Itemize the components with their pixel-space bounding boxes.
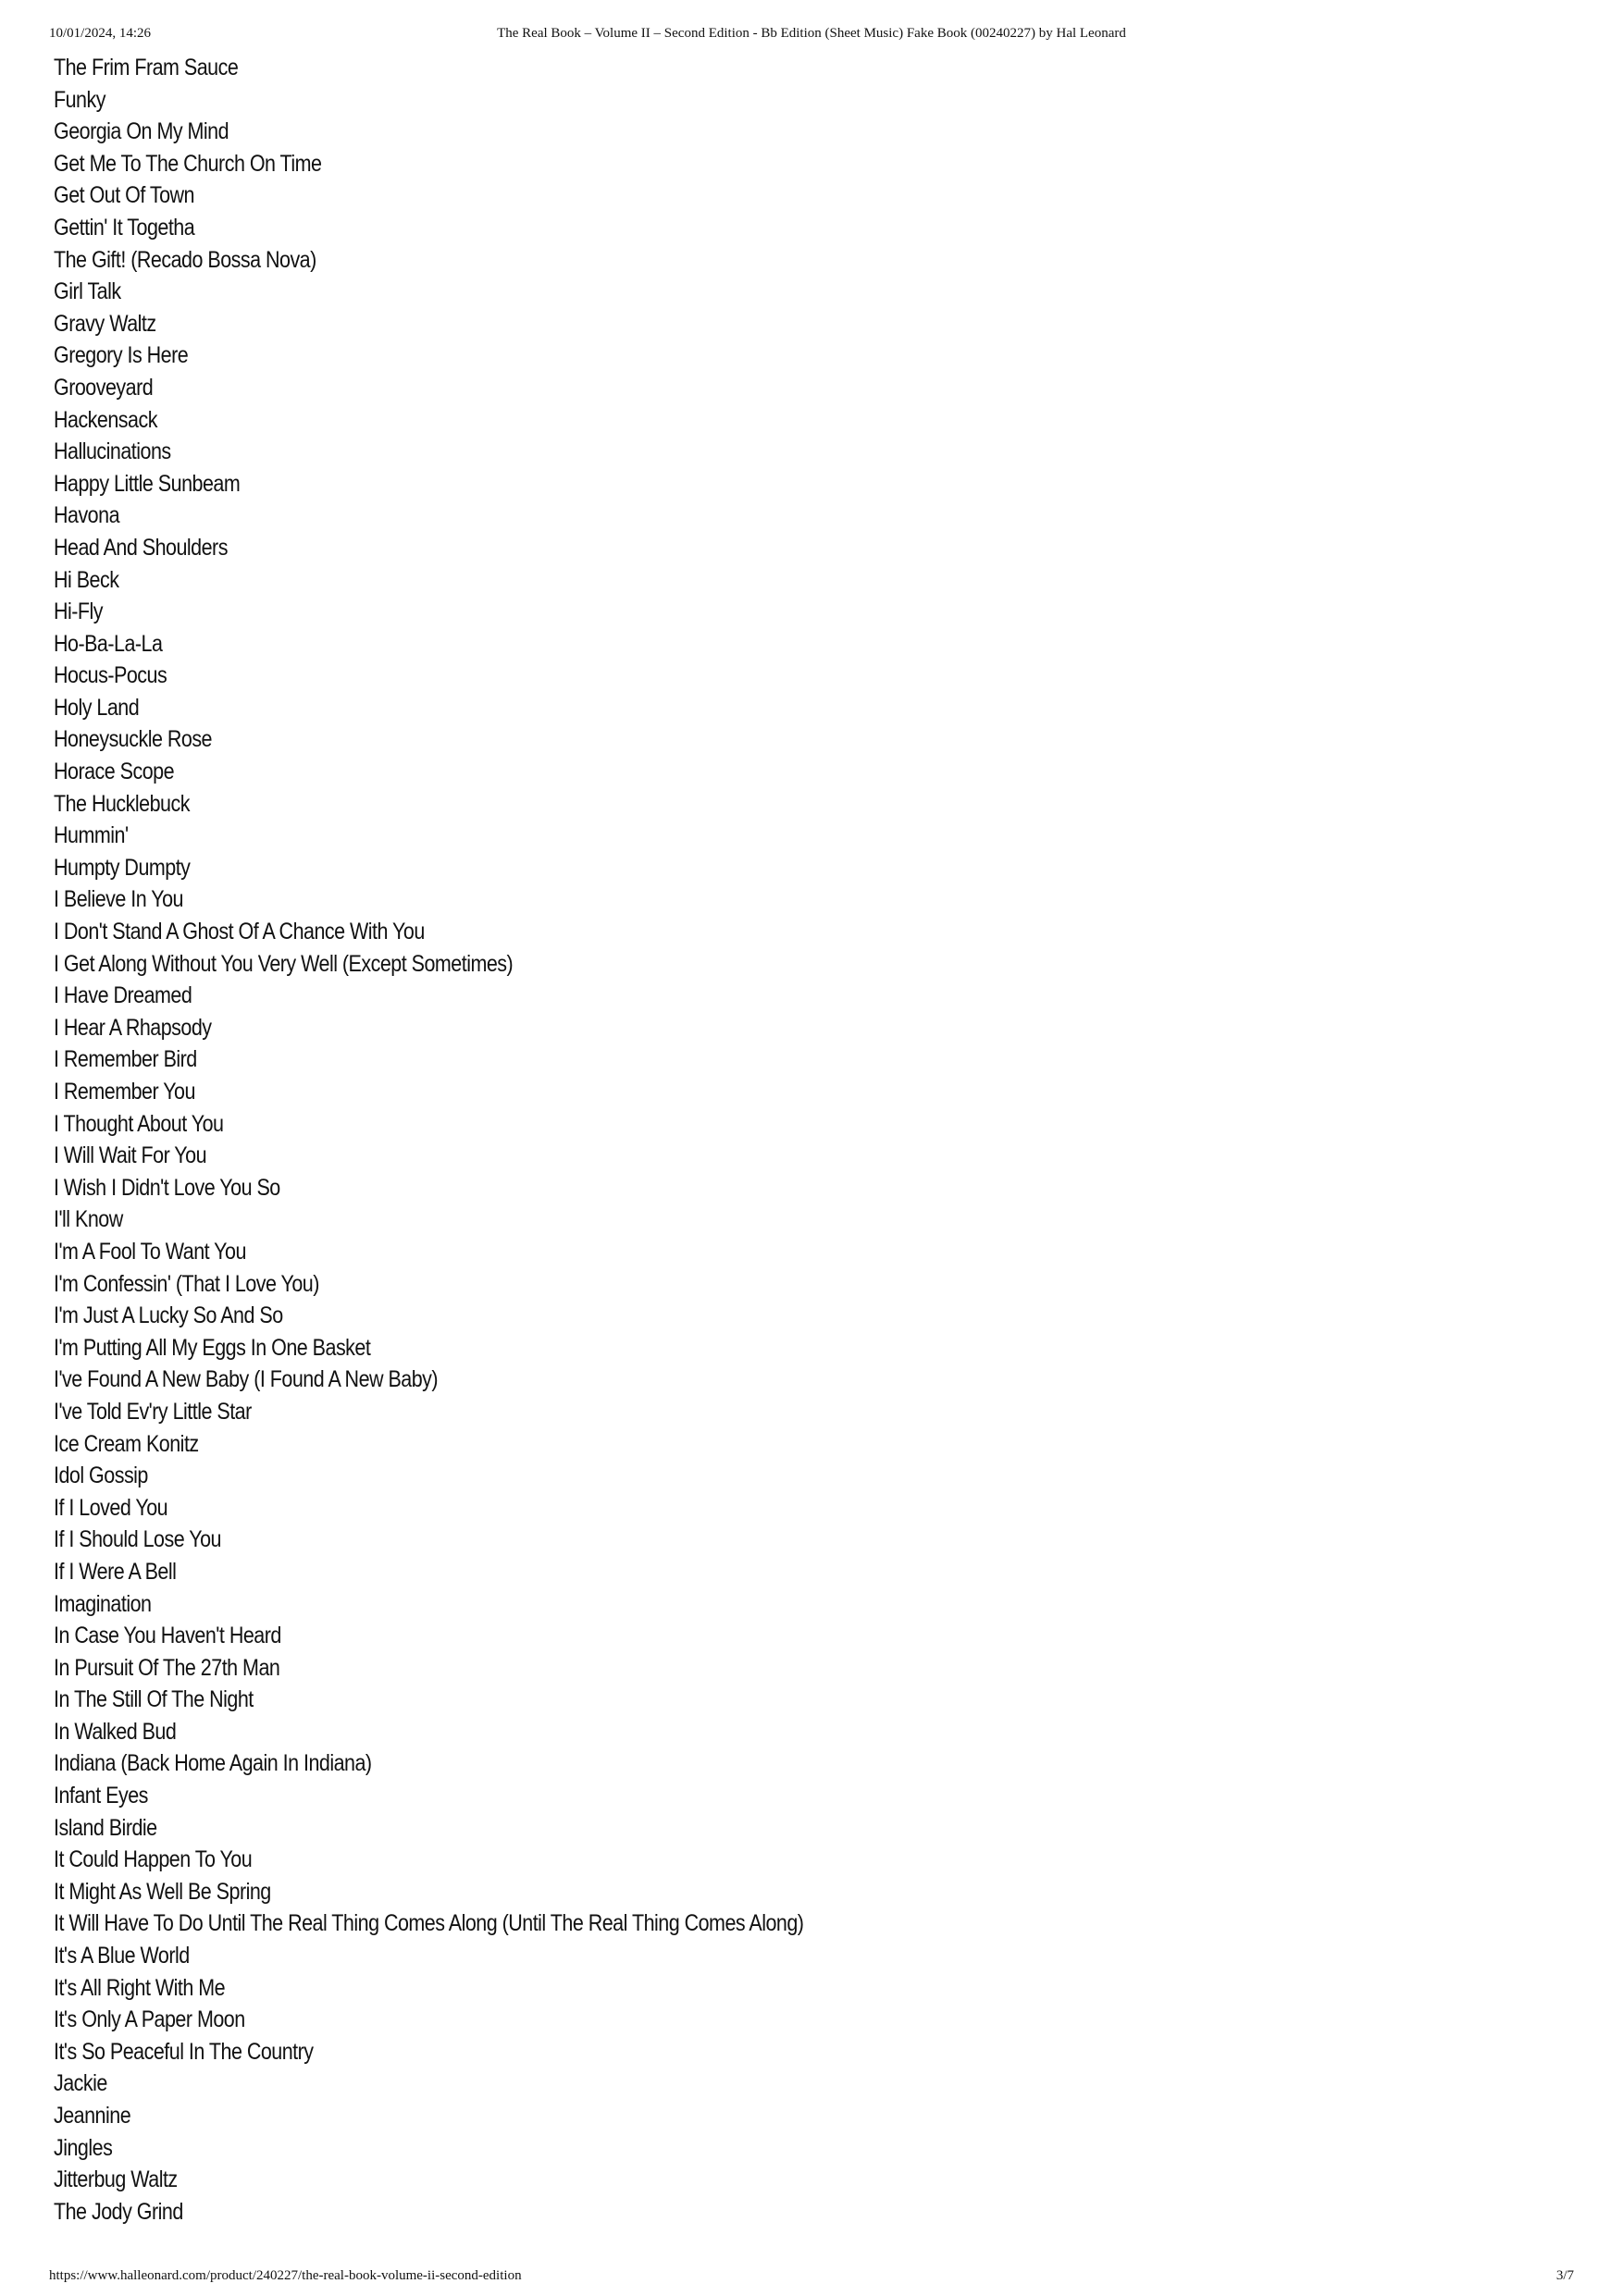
song-title: Grooveyard [54, 374, 154, 401]
song-title: It Might As Well Be Spring [54, 1878, 271, 1905]
song-title: Jackie [54, 2070, 107, 2097]
song-title: Happy Little Sunbeam [54, 470, 241, 497]
song-title: Honeysuckle Rose [54, 726, 213, 753]
song-title: Infant Eyes [54, 1783, 148, 1809]
song-title: The Hucklebuck [54, 790, 190, 817]
song-title: Hackensack [54, 406, 157, 433]
song-title: Gravy Waltz [54, 310, 156, 337]
song-title: It's A Blue World [54, 1943, 190, 1969]
song-title: Jitterbug Waltz [54, 2166, 178, 2193]
song-title: Georgia On My Mind [54, 118, 229, 145]
song-title: Hummin' [54, 822, 129, 849]
song-title: In Case You Haven't Heard [54, 1623, 281, 1649]
song-title: Indiana (Back Home Again In Indiana) [54, 1750, 372, 1777]
song-title: Girl Talk [54, 278, 121, 305]
song-title: I Get Along Without You Very Well (Except Sometimes) [54, 950, 514, 977]
song-title: In Walked Bud [54, 1718, 177, 1745]
song-title: Idol Gossip [54, 1463, 148, 1489]
song-title: I Wish I Didn't Love You So [54, 1174, 280, 1201]
song-title: If I Loved You [54, 1494, 168, 1521]
page-title: The Real Book – Volume II – Second Edition - Bb Edition (Sheet Music) Fake Book (00240227) by Hal Leonard [497, 26, 1126, 41]
print-footer [49, 2268, 1574, 2290]
song-title: Get Out Of Town [54, 182, 194, 209]
song-title: I've Found A New Baby (I Found A New Baby) [54, 1366, 439, 1393]
song-title: Hocus-Pocus [54, 662, 167, 689]
song-title: I Don't Stand A Ghost Of A Chance With You [54, 919, 425, 945]
source-url: https://www.halleonard.com/product/240227/the-real-book-volume-ii-second-edition [49, 2268, 522, 2283]
song-title: I Thought About You [54, 1110, 224, 1137]
song-title: In The Still Of The Night [54, 1686, 254, 1713]
song-title: The Gift! (Recado Bossa Nova) [54, 246, 316, 273]
song-title: I'm Confessin' (That I Love You) [54, 1270, 319, 1297]
song-title: The Frim Fram Sauce [54, 55, 239, 80]
song-title: Havona [54, 502, 120, 529]
song-title: I'm Just A Lucky So And So [54, 1302, 283, 1329]
print-datetime: 10/01/2024, 14:26 [49, 26, 152, 41]
song-title: I Remember You [54, 1079, 195, 1105]
song-title: Imagination [54, 1590, 152, 1617]
song-title: Island Birdie [54, 1814, 157, 1841]
song-title: Hallucinations [54, 438, 171, 465]
song-title: In Pursuit Of The 27th Man [54, 1654, 280, 1681]
song-title: I'll Know [54, 1206, 123, 1233]
song-title: I Remember Bird [54, 1046, 197, 1073]
song-title: Ice Cream Konitz [54, 1430, 199, 1457]
song-title: The Jody Grind [54, 2198, 183, 2225]
song-title: It's All Right With Me [54, 1974, 226, 2001]
song-title: I Have Dreamed [54, 982, 192, 1009]
song-title: Funky [54, 86, 105, 113]
song-title: Horace Scope [54, 759, 175, 785]
song-title: If I Should Lose You [54, 1526, 221, 1553]
song-title: Hi-Fly [54, 599, 104, 625]
song-title: Jeannine [54, 2103, 131, 2129]
song-title: If I Were A Bell [54, 1558, 177, 1585]
song-title: Gregory Is Here [54, 342, 189, 369]
print-header [49, 26, 1574, 48]
song-title: Jingles [54, 2134, 113, 2161]
song-title: Gettin' It Togetha [54, 214, 195, 241]
song-title: I'm Putting All My Eggs In One Basket [54, 1334, 371, 1361]
song-title: Holy Land [54, 694, 140, 721]
song-title: Get Me To The Church On Time [54, 150, 322, 177]
song-title: I Believe In You [54, 886, 183, 913]
song-title: It's Only A Paper Moon [54, 2006, 245, 2033]
song-list [54, 52, 925, 2228]
song-title: I've Told Ev'ry Little Star [54, 1398, 252, 1425]
song-title: Head And Shoulders [54, 534, 228, 561]
song-title: Humpty Dumpty [54, 854, 191, 881]
song-title: It's So Peaceful In The Country [54, 2038, 314, 2065]
song-title: I Hear A Rhapsody [54, 1014, 212, 1041]
song-title: Ho-Ba-La-La [54, 630, 163, 657]
song-title: It Will Have To Do Until The Real Thing Comes Along (Until The Real Thing Comes Along) [54, 1910, 804, 1937]
song-title: I'm A Fool To Want You [54, 1238, 246, 1265]
page-number: 3/7 [1555, 2268, 1574, 2283]
song-title: Hi Beck [54, 566, 119, 593]
song-title: It Could Happen To You [54, 1846, 253, 1873]
song-title: I Will Wait For You [54, 1142, 207, 1169]
